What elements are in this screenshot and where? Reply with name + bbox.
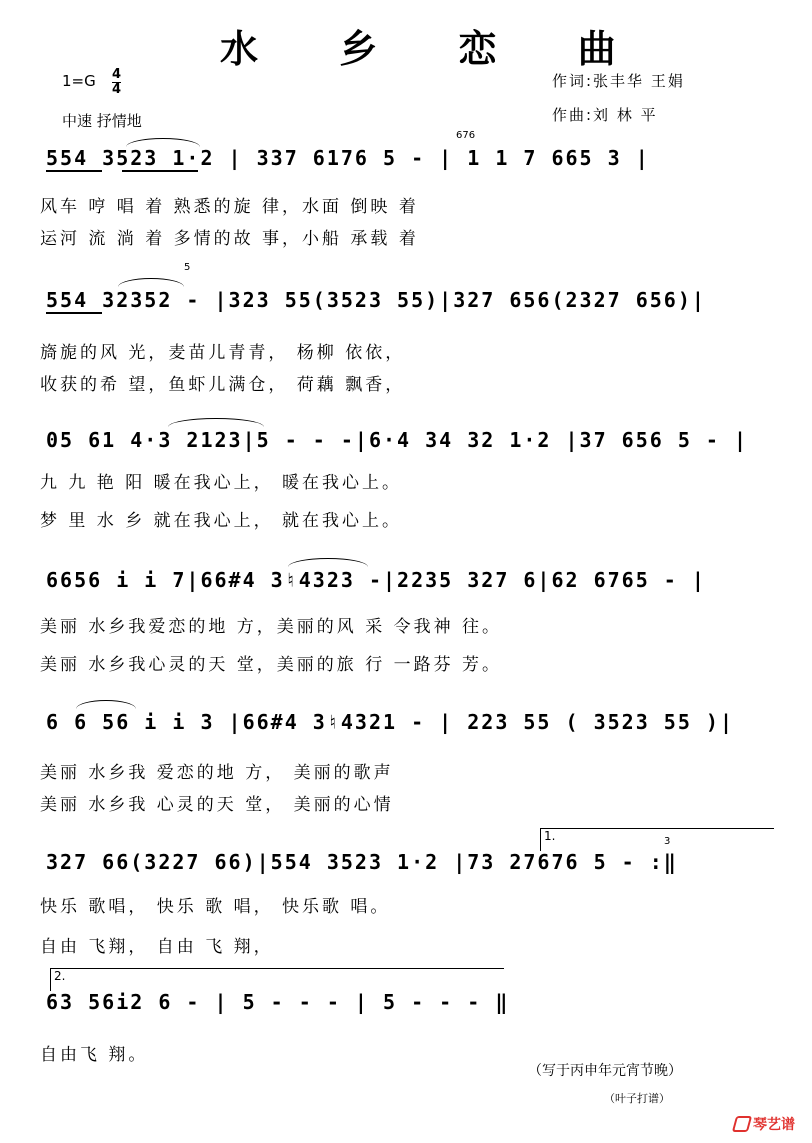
volta-bracket-1: 1. <box>540 828 774 851</box>
lyric-line-3a: 九 九 艳 阳 暖在我心上， 暖在我心上。 <box>40 473 403 493</box>
lyric-line-7a: 自由飞 翔。 <box>40 1045 149 1065</box>
slur-mark <box>168 418 264 427</box>
notation-line-1: 554 3523 1·2 | 337 6176 5 - | 1 1 7 665 3 | <box>46 146 650 170</box>
lyricist-credit: 作词:张丰华 王娟 <box>552 72 685 90</box>
grace-note: 676 <box>456 130 476 141</box>
lyric-line-2b: 收获的希 望，鱼虾儿满仓， 荷藕 飘香， <box>40 375 406 395</box>
time-signature-top: 4 <box>112 67 122 82</box>
notation-line-5: 6 6 56 i i 3 |66#4 3♮4321 - | 223 55 ( 3523 55 )| <box>46 710 735 734</box>
page-title: 水 乡 恋 曲 <box>220 27 650 71</box>
notation-line-7: 63 56i2 6 - | 5 - - - | 5 - - - ‖ <box>46 990 510 1014</box>
lyric-line-5a: 美丽 水乡我 爱恋的地 方， 美丽的歌声 <box>40 763 394 783</box>
grace-note: 5 <box>184 262 191 273</box>
composer-credit: 作曲:刘 林 平 <box>552 106 658 124</box>
notation-line-4: 6656 i i 7|66#4 3♮4323 -|2235 327 6|62 6765 - | <box>46 568 706 592</box>
lyric-line-3b: 梦 里 水 乡 就在我心上， 就在我心上。 <box>40 511 403 531</box>
lyric-line-1b: 运河 流 淌 着 多情的故 事，小船 承载 着 <box>40 229 419 249</box>
lyric-line-4b: 美丽 水乡我心灵的天 堂，美丽的旅 行 一路芬 芳。 <box>40 655 503 675</box>
beam-line <box>46 312 102 314</box>
lyric-line-4a: 美丽 水乡我爱恋的地 方，美丽的风 采 令我神 往。 <box>40 617 503 637</box>
tempo-marking: 中速 抒情地 <box>62 112 142 130</box>
lyric-line-2a: 旖旎的风 光，麦苗儿青青， 杨柳 依依， <box>40 343 406 363</box>
notation-line-3: 05 61 4·3 2123|5 - - -|6·4 34 32 1·2 |37 656 5 - | <box>46 428 749 452</box>
slur-mark <box>76 700 136 709</box>
typesetter-note: （叶子打谱） <box>604 1092 670 1105</box>
slur-mark <box>288 558 368 567</box>
slur-mark <box>118 278 184 287</box>
volta-bracket-2: 2. <box>50 968 504 991</box>
beam-line <box>122 170 198 172</box>
key-signature: 1=G <box>62 72 96 90</box>
lyric-line-1a: 风车 哼 唱 着 熟悉的旋 律，水面 倒映 着 <box>40 197 419 217</box>
watermark-text: 琴艺谱 <box>753 1117 795 1133</box>
slur-mark <box>126 138 200 147</box>
lyric-line-6a: 快乐 歌唱， 快乐 歌 唱， 快乐歌 唱。 <box>40 897 391 917</box>
composition-note: （写于丙申年元宵节晚） <box>528 1063 682 1079</box>
notation-line-2: 554 32352 - |323 55(3523 55)|327 656(2327 656)| <box>46 288 706 312</box>
beam-line <box>46 170 102 172</box>
lyric-line-5b: 美丽 水乡我 心灵的天 堂， 美丽的心情 <box>40 795 394 815</box>
logo-icon <box>732 1116 752 1132</box>
time-signature-bottom: 4 <box>112 82 122 97</box>
lyric-line-6b: 自由 飞翔， 自由 飞 翔， <box>40 937 274 957</box>
notation-line-6: 327 66(3227 66)|554 3523 1·2 |73 27676 5 - :‖ <box>46 850 678 874</box>
time-signature <box>112 68 121 97</box>
triplet-mark: 3 <box>664 836 671 847</box>
watermark-logo <box>734 1112 808 1136</box>
